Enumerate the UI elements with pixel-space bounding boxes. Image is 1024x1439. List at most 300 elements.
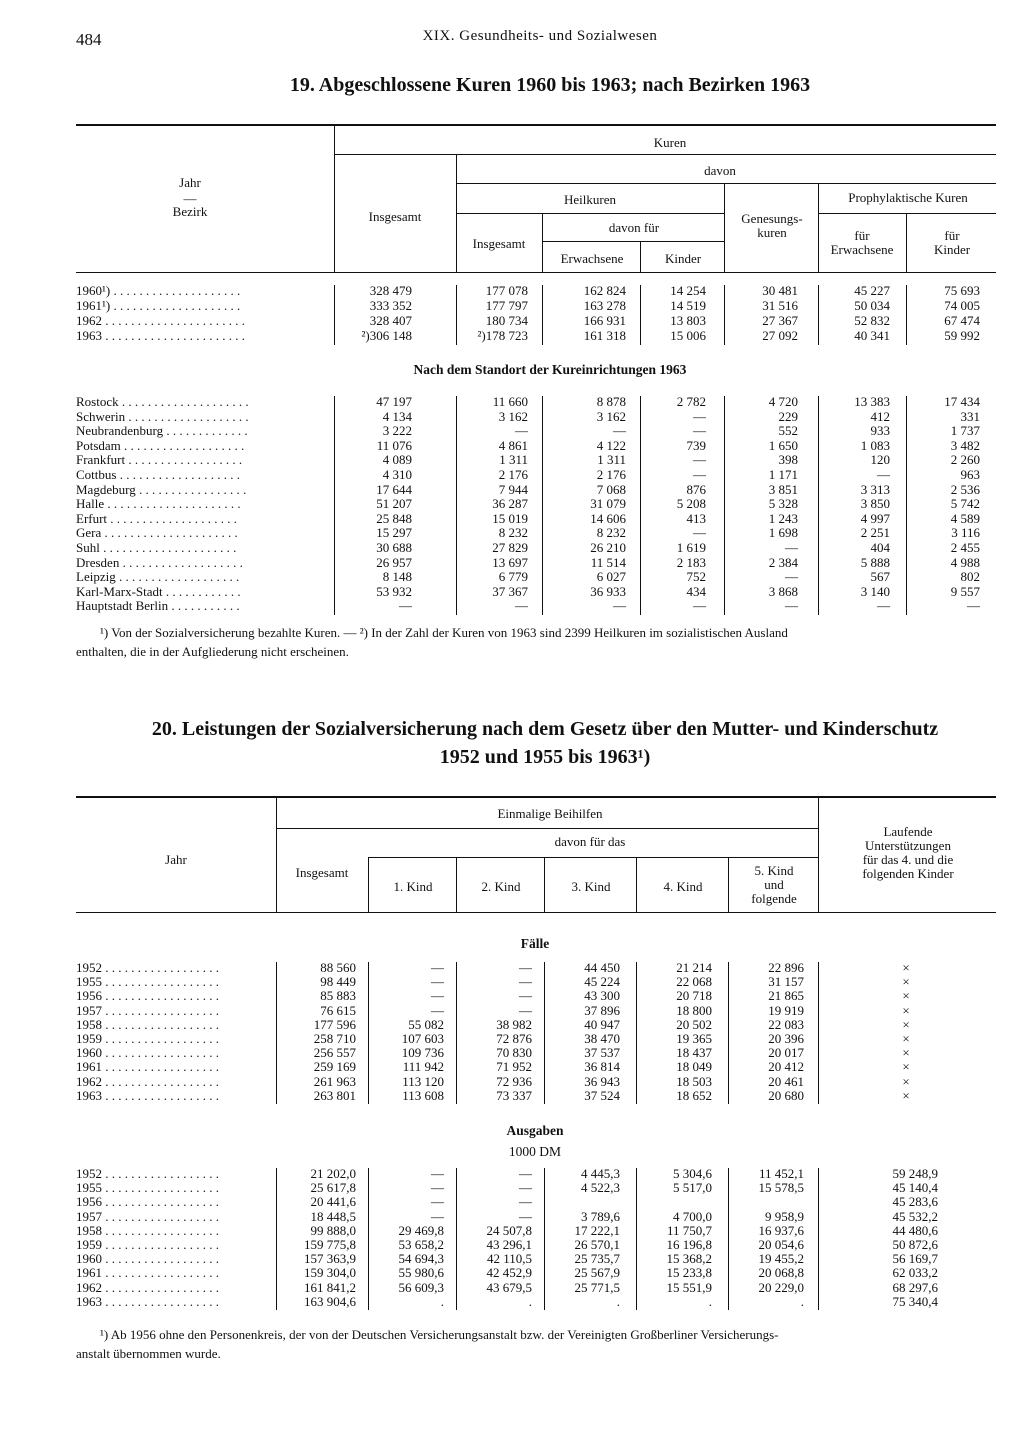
table-cell: 5 208 [676,496,706,512]
table-cell: 25 771,5 [574,1279,620,1295]
table-cell: 42 110,5 [486,1251,532,1267]
header-fuer-erwachsene: für Erwachsene [830,228,894,257]
table-cell: 20 680 [768,1087,804,1103]
table-cell: 19 365 [676,1031,712,1046]
row-label: Erfurt . . . . . . . . . . . . . . . . . . . . [76,510,238,526]
header-insgesamt: Insgesamt [295,865,349,880]
row-label: 1962 . . . . . . . . . . . . . . . . . . . . . . [76,313,245,328]
row-label: Schwerin . . . . . . . . . . . . . . . . . . . [76,408,249,424]
table-cell: 157 363,9 [304,1251,356,1267]
table-cell: 3 116 [951,525,980,541]
table-cell: 44 450 [584,960,620,975]
table-cell: 62 033,2 [892,1265,938,1281]
table-cell: 3 222 [382,423,412,439]
table-cell: 20 017 [768,1045,804,1061]
table-cell: — [431,1166,444,1181]
table-cell: 18 652 [676,1087,712,1103]
table-cell: — [519,1180,532,1196]
table-cell: 42 452,9 [486,1265,532,1281]
table-cell: 11 452,1 [758,1166,804,1181]
table-cell: 120 [870,452,890,468]
table-cell: 5 517,0 [673,1180,712,1196]
header-kind4: 4. Kind [663,879,703,894]
row-label: 1957 . . . . . . . . . . . . . . . . . . [76,1208,219,1224]
table-cell: 19 919 [768,1002,804,1018]
table-cell: 30 688 [376,540,412,555]
table-cell: 328 407 [369,313,412,328]
header-kind5: 5. Kind und folgende [751,863,797,906]
table-cell: 37 537 [584,1045,620,1061]
table-cell: — [693,423,706,439]
table-cell: 30 481 [762,283,798,298]
table-cell: 70 830 [496,1045,532,1061]
table19-title: 19. Abgeschlossene Kuren 1960 bis 1963; nach Bezirken 1963 [289,74,811,96]
table-cell: 27 367 [762,313,798,328]
table-cell: 4 445,3 [581,1166,620,1181]
table-cell: 9 557 [950,583,980,599]
row-label: 1957 . . . . . . . . . . . . . . . . . . [76,1002,219,1018]
table-cell: — [785,569,798,585]
table-cell: — [431,974,444,990]
table-cell: 739 [686,437,706,453]
table-cell: 11 076 [376,437,412,453]
table-cell: 56 169,7 [892,1251,938,1267]
table-cell: 752 [686,569,706,585]
table20-footnote-line1: ¹) Ab 1956 ohne den Personenkreis, der von der Deutschen Versicherungsanstalt bzw. der Vereinigten Großberliner Versicherungs- [100,1327,779,1342]
table-cell: 398 [778,452,798,468]
table-cell: 567 [870,569,890,585]
table-cell: 15 368,2 [666,1251,712,1267]
header-kinder: Kinder [664,251,702,266]
table-cell: 17 434 [944,394,980,409]
table-cell: 53 658,2 [398,1237,444,1252]
table-cell: 25 735,7 [574,1251,620,1267]
table-cell: 52 832 [854,313,890,328]
row-label: 1963 . . . . . . . . . . . . . . . . . . [76,1293,219,1309]
table-cell: 24 507,8 [486,1222,532,1238]
table-cell: 16 196,8 [666,1237,712,1252]
table-cell: × [902,1087,910,1103]
table-cell: 109 736 [401,1045,444,1061]
table-cell: — [431,988,444,1004]
row-label: 1956 . . . . . . . . . . . . . . . . . . [76,988,219,1004]
table-cell: 55 082 [408,1016,444,1032]
row-label: Magdeburg . . . . . . . . . . . . . . . . . [76,481,247,497]
table-cell: 2 536 [950,481,980,497]
table-cell: 4 700,0 [673,1208,712,1224]
header-jahr: Jahr [165,852,187,867]
table-cell: 20 412 [768,1059,804,1075]
table-cell: 17 222,1 [574,1222,620,1238]
table-cell: 18 049 [676,1059,712,1075]
table-cell: 161 318 [583,328,626,343]
table-cell: 99 888,0 [310,1222,356,1238]
header-genesungskuren: Genesungs- kuren [741,211,803,240]
table-cell: — [613,423,626,439]
row-label: 1960 . . . . . . . . . . . . . . . . . . [76,1251,219,1267]
table-cell: 36 287 [492,496,528,512]
table-cell: 107 603 [401,1031,444,1046]
table-cell: 5 888 [860,554,890,570]
table-cell: 21 865 [768,988,804,1004]
table-cell: 98 449 [320,974,356,990]
table-cell: — [967,598,980,614]
table-cell: 56 609,3 [398,1279,444,1295]
table-cell: 40 947 [584,1016,620,1032]
table-cell: 552 [778,423,798,439]
table-cell: 50 034 [854,298,890,313]
table-cell: 20 441,6 [310,1194,356,1210]
table-cell: 256 557 [313,1045,356,1061]
table-cell: 4 861 [498,437,528,453]
table-cell: 55 980,6 [398,1265,444,1281]
header-laufende: Laufende Unterstützungen für das 4. und die folgenden Kinder [862,824,954,881]
table-cell: 177 797 [485,298,528,313]
header-dash: — [183,191,197,206]
table-cell: 29 469,8 [398,1222,444,1238]
table-cell: 21 214 [676,960,712,975]
table-cell: 50 872,6 [892,1237,938,1252]
table-cell: 434 [686,583,706,599]
table-cell: 163 904,6 [304,1293,356,1309]
table-cell: 18 503 [676,1073,712,1089]
table-cell: — [877,598,890,614]
table20-section-unit: 1000 DM [508,1144,562,1159]
table-cell: — [693,525,706,541]
table-cell: 328 479 [369,283,412,298]
table-cell: 20 396 [768,1031,804,1046]
table-cell: 7 068 [596,481,626,497]
table-cell: — [519,1208,532,1224]
table-cell: 20 054,6 [758,1237,804,1252]
table-cell: 263 801 [313,1087,356,1103]
table-cell: 4 122 [596,437,626,453]
table-cell: 876 [686,481,706,497]
table-cell: — [519,1194,532,1210]
table-cell: 331 [960,408,980,424]
table-cell: 72 876 [496,1031,532,1046]
table-cell: 37 896 [584,1002,620,1018]
row-label: 1960¹) . . . . . . . . . . . . . . . . . . . . [76,283,241,298]
table-cell: 26 570,1 [574,1237,620,1252]
header-fuer-kinder: für Kinder [933,228,971,257]
header-heilkuren: Heilkuren [564,192,616,207]
table-cell: 180 734 [485,313,528,328]
table-cell: 20 718 [676,988,712,1004]
table-cell: 1 619 [676,540,706,555]
table-cell: 88 560 [320,960,356,975]
table-cell: 4 089 [382,452,412,468]
table-cell: 45 283,6 [892,1194,938,1210]
row-label: 1952 . . . . . . . . . . . . . . . . . . [76,1166,219,1181]
table-cell: 963 [960,467,980,482]
table-cell: 166 931 [583,313,626,328]
table-cell: — [693,452,706,468]
table-cell: 40 341 [854,328,890,343]
header-kind2: 2. Kind [481,879,521,894]
table-cell: 2 176 [498,467,528,482]
header-davon-fuer: davon für [608,220,660,235]
table-cell: 14 519 [670,298,706,313]
table-cell: — [515,423,528,439]
table-cell: 45 140,4 [892,1180,938,1196]
table-cell: 4 310 [382,467,412,482]
table-cell: . [440,1293,444,1309]
table-cell: 15 019 [492,510,528,526]
table-cell: × [902,1016,910,1032]
table20-footnote-line2: anstalt übernommen wurde. [76,1346,221,1361]
row-label: 1960 . . . . . . . . . . . . . . . . . . [76,1045,219,1061]
table-cell: 75 693 [944,283,980,298]
table-cell: 2 455 [950,540,980,555]
table-cell: 259 169 [313,1059,356,1075]
row-label: 1956 . . . . . . . . . . . . . . . . . . [76,1194,219,1210]
table-cell: 17 644 [376,481,412,497]
table19-section-title: Nach dem Standort der Kureinrichtungen 1963 [413,362,687,377]
row-label: 1955 . . . . . . . . . . . . . . . . . . [76,1180,219,1196]
row-label: 1963 . . . . . . . . . . . . . . . . . . [76,1087,219,1103]
table-cell: 5 304,6 [673,1166,712,1181]
table-cell: 72 936 [496,1073,532,1089]
table-cell: 15 578,5 [758,1180,804,1196]
table-cell: 47 197 [376,394,412,409]
table-cell: 38 982 [496,1016,532,1032]
table-cell: — [399,598,412,614]
table-cell: × [902,1073,910,1089]
table-cell: — [431,960,444,975]
table-cell: 261 963 [313,1073,356,1089]
table-cell: 6 027 [596,569,626,585]
row-label: Potsdam . . . . . . . . . . . . . . . . . . . [76,437,245,453]
table-cell: — [431,1002,444,1018]
table-cell: 19 455,2 [758,1251,804,1267]
table-cell: 413 [686,510,706,526]
table-cell: 18 800 [676,1002,712,1018]
row-label: Rostock . . . . . . . . . . . . . . . . . . . . [76,394,249,409]
table-cell: 163 278 [583,298,626,313]
table-cell: 404 [870,540,890,555]
table-cell: 76 615 [320,1002,356,1018]
table-cell: 25 848 [376,510,412,526]
table-cell: 14 254 [670,283,706,298]
table-cell: 18 448,5 [310,1208,356,1224]
row-label: 1963 . . . . . . . . . . . . . . . . . . . . . . [76,328,245,343]
header-jahr: Jahr [179,175,201,190]
table-cell: 26 210 [590,540,626,555]
table-cell: 13 803 [670,313,706,328]
table-cell: 5 328 [768,496,798,512]
row-label: 1952 . . . . . . . . . . . . . . . . . . [76,960,219,975]
page-number: 484 [76,30,102,49]
table-cell: 13 697 [492,554,528,570]
table-cell: 1 083 [860,437,890,453]
table-cell: 111 942 [402,1059,444,1075]
table-cell: 333 352 [369,298,412,313]
table-cell: × [902,960,910,975]
table-cell: — [519,960,532,975]
table-cell: 44 480,6 [892,1222,938,1238]
table20-title-line1: 20. Leistungen der Sozialversicherung nach dem Gesetz über den Mutter- und Kinderschutz [151,718,939,740]
table-cell: 11 514 [590,554,626,570]
header-einmalige-beihilfen: Einmalige Beihilfen [497,806,603,821]
table-cell: 31 079 [590,496,626,512]
row-label: 1959 . . . . . . . . . . . . . . . . . . [76,1237,219,1252]
table-cell: 74 005 [944,298,980,313]
table-cell: — [693,598,706,614]
table-cell: 5 742 [950,496,980,512]
table-cell: 43 296,1 [486,1237,532,1252]
table-cell: . [616,1293,620,1309]
table-cell: 27 829 [492,540,528,555]
header-bezirk: Bezirk [172,204,208,219]
table-cell: 11 750,7 [666,1222,712,1238]
header-davon: davon [704,163,736,178]
table-cell: 75 340,4 [892,1293,938,1309]
row-label: 1961¹) . . . . . . . . . . . . . . . . . . . . [76,298,241,313]
row-label: Gera . . . . . . . . . . . . . . . . . . . . . [76,525,238,541]
table-cell: 22 896 [768,960,804,975]
table-cell: 3 162 [498,408,528,424]
table-cell: 2 384 [768,554,798,570]
table-cell: 38 470 [584,1031,620,1046]
table-cell: 1 171 [768,467,798,482]
table-cell: 161 841,2 [304,1279,356,1295]
table-cell: 2 176 [596,467,626,482]
row-label: 1958 . . . . . . . . . . . . . . . . . . [76,1222,219,1238]
table-cell: 20 229,0 [758,1279,804,1295]
table-cell: 8 878 [596,394,626,409]
table19-footnote-line2: enthalten, die in der Aufgliederung nicht erscheinen. [76,644,349,659]
table-cell: 73 337 [496,1087,532,1103]
header-kind1: 1. Kind [393,879,433,894]
table-cell: — [515,598,528,614]
table-cell: 4 134 [382,408,412,424]
table-cell: 3 162 [596,408,626,424]
table-cell: 68 297,6 [892,1279,938,1295]
table-cell: 18 437 [676,1045,712,1061]
table-cell: 45 532,2 [892,1208,938,1224]
table-cell: 20 502 [676,1016,712,1032]
table-cell: 15 233,8 [666,1265,712,1281]
table-cell: 4 522,3 [581,1180,620,1196]
table-cell: 2 183 [676,554,706,570]
table-cell: 159 775,8 [304,1237,356,1252]
row-label: Neubrandenburg . . . . . . . . . . . . . [76,423,248,439]
table-cell: 51 207 [376,496,412,512]
table-cell: — [785,598,798,614]
header-davon-fuer-das: davon für das [554,834,626,849]
table-cell: 45 227 [854,283,890,298]
table-cell: 3 140 [860,583,890,599]
row-label: Leipzig . . . . . . . . . . . . . . . . . . . [76,569,240,585]
table-cell: 8 232 [596,525,626,541]
table-cell: 31 516 [762,298,798,313]
table-cell: 4 589 [950,510,980,526]
header-insgesamt: Insgesamt [368,209,422,224]
table-cell: — [693,467,706,482]
table-cell: 113 120 [402,1073,444,1089]
table-cell: 3 851 [768,481,798,497]
table-cell: 1 698 [768,525,798,541]
row-label: Halle . . . . . . . . . . . . . . . . . . . . . [76,496,241,512]
table-cell: 7 944 [498,481,528,497]
table-cell: 13 383 [854,394,890,409]
table20-section-faelle: Fälle [520,936,550,951]
table-cell: — [431,1208,444,1224]
table-cell: ²)178 723 [477,328,528,343]
table-cell: × [902,1031,910,1046]
header-prophylaktische: Prophylaktische Kuren [848,190,968,205]
table-cell: 229 [778,408,798,424]
table-cell: — [877,467,890,482]
row-label: Dresden . . . . . . . . . . . . . . . . . . . [76,554,243,570]
table-cell: 53 932 [376,583,412,599]
table-cell: 412 [870,408,890,424]
table-cell: — [519,988,532,1004]
table-cell: × [902,988,910,1004]
table-cell: 25 567,9 [574,1265,620,1281]
running-head: XIX. Gesundheits- und Sozialwesen [422,28,658,44]
table-cell: 4 988 [950,554,980,570]
table-cell: 71 952 [496,1059,532,1075]
table-cell: 1 737 [950,423,980,439]
header-heil-insgesamt: Insgesamt [472,236,526,251]
table-cell: — [519,1166,532,1181]
table-cell: ²)306 148 [361,328,412,343]
table-cell: 177 078 [485,283,528,298]
row-label: 1962 . . . . . . . . . . . . . . . . . . [76,1073,219,1089]
table-cell: 1 650 [768,437,798,453]
table-cell: 36 814 [584,1059,620,1075]
table-cell: 59 248,9 [892,1166,938,1181]
table20-title-line2: 1952 und 1955 bis 1963¹) [439,746,651,768]
table-cell: 15 006 [670,328,706,343]
table-cell: 8 148 [382,569,412,585]
table-cell: 20 068,8 [758,1265,804,1281]
table-cell: 22 083 [768,1016,804,1032]
table-cell: 8 232 [498,525,528,541]
table-cell: × [902,1059,910,1075]
table-cell: 113 608 [402,1087,444,1103]
table-cell: 37 524 [584,1087,620,1103]
row-label: Cottbus . . . . . . . . . . . . . . . . . . . [76,467,240,482]
table-cell: . [708,1293,712,1309]
table-cell: 15 297 [376,525,412,541]
row-label: 1961 . . . . . . . . . . . . . . . . . . [76,1265,219,1281]
table-cell: — [431,1180,444,1196]
row-label: Hauptstadt Berlin . . . . . . . . . . . [76,598,240,614]
table-cell: 2 251 [860,525,890,541]
table-cell: 22 068 [676,974,712,990]
table-cell: 67 474 [944,313,980,328]
table-cell: 3 850 [860,496,890,512]
table-cell: 27 092 [762,328,798,343]
table-cell: 16 937,6 [758,1222,804,1238]
table-cell: 37 367 [492,583,528,599]
table-cell: 159 304,0 [304,1265,356,1281]
table-cell: 9 958,9 [765,1208,804,1224]
table-cell: 11 660 [492,394,528,409]
table-cell: 43 679,5 [486,1279,532,1295]
table-cell: 36 943 [584,1073,620,1089]
table-cell: × [902,1045,910,1061]
table-cell: — [693,408,706,424]
row-label: 1958 . . . . . . . . . . . . . . . . . . [76,1016,219,1032]
table20-section-ausgaben: Ausgaben [506,1123,564,1138]
table-cell: 933 [870,423,890,439]
table-cell: 21 202,0 [310,1166,356,1181]
row-label: 1955 . . . . . . . . . . . . . . . . . . [76,974,219,990]
